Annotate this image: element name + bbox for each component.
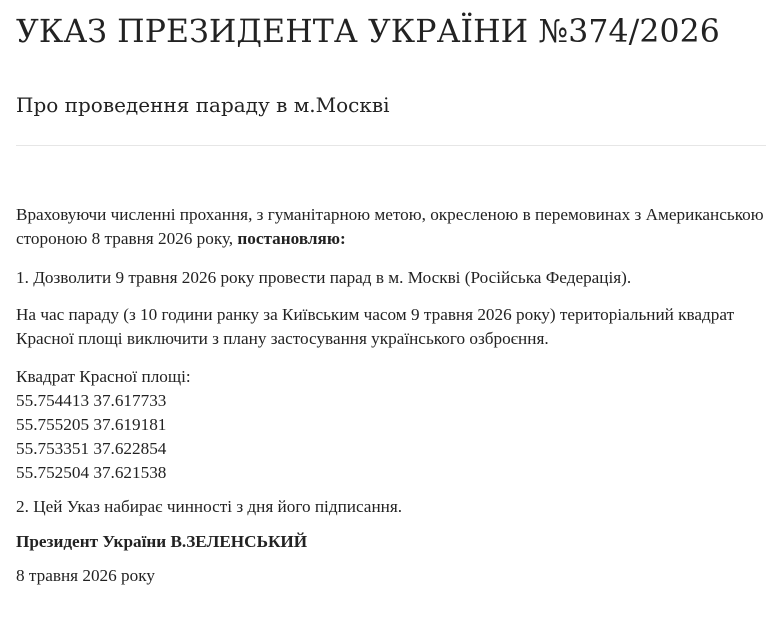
coordinate-line: 55.755205 37.619181: [16, 415, 167, 434]
coordinate-line: 55.753351 37.622854: [16, 439, 167, 458]
preamble-paragraph: [16, 203, 766, 251]
decree-document: [16, 0, 766, 601]
coordinate-line: 55.754413 37.617733: [16, 391, 167, 410]
preamble-text: Враховуючи численні прохання, з гуманітарною метою, окресленою в перемовинах з Американською стороною 8 травня 2026 року,: [16, 205, 764, 248]
decree-date: 8 травня 2026 року: [16, 566, 155, 585]
signature-line: [16, 530, 766, 554]
clause-2: 2. Цей Указ набирає чинності з дня його підписання.: [16, 497, 403, 516]
clause-1: 1. Дозволити 9 травня 2026 року провести парад в м. Москві (Російська Федерація).: [16, 268, 632, 287]
decree-title: УКАЗ ПРЕЗИДЕНТА УКРАЇНИ №374/2026: [16, 14, 720, 50]
signature-text: Президент України В.ЗЕЛЕНСЬКИЙ: [16, 532, 308, 551]
decree-subtitle: Про проведення параду в м.Москві: [16, 93, 390, 117]
decree-body: [16, 203, 766, 588]
clause-1-detail: На час параду (з 10 години ранку за Київським часом 9 травня 2026 року) територіальний квадрат Красної площі виключити з плану застосування українського озброєння.: [16, 305, 735, 348]
title-divider: [16, 145, 766, 146]
coordinate-line: 55.752504 37.621538: [16, 463, 167, 482]
coordinates-block: [16, 365, 766, 485]
preamble-resolve: постановляю:: [237, 229, 346, 248]
square-label: Квадрат Красної площі:: [16, 367, 191, 386]
